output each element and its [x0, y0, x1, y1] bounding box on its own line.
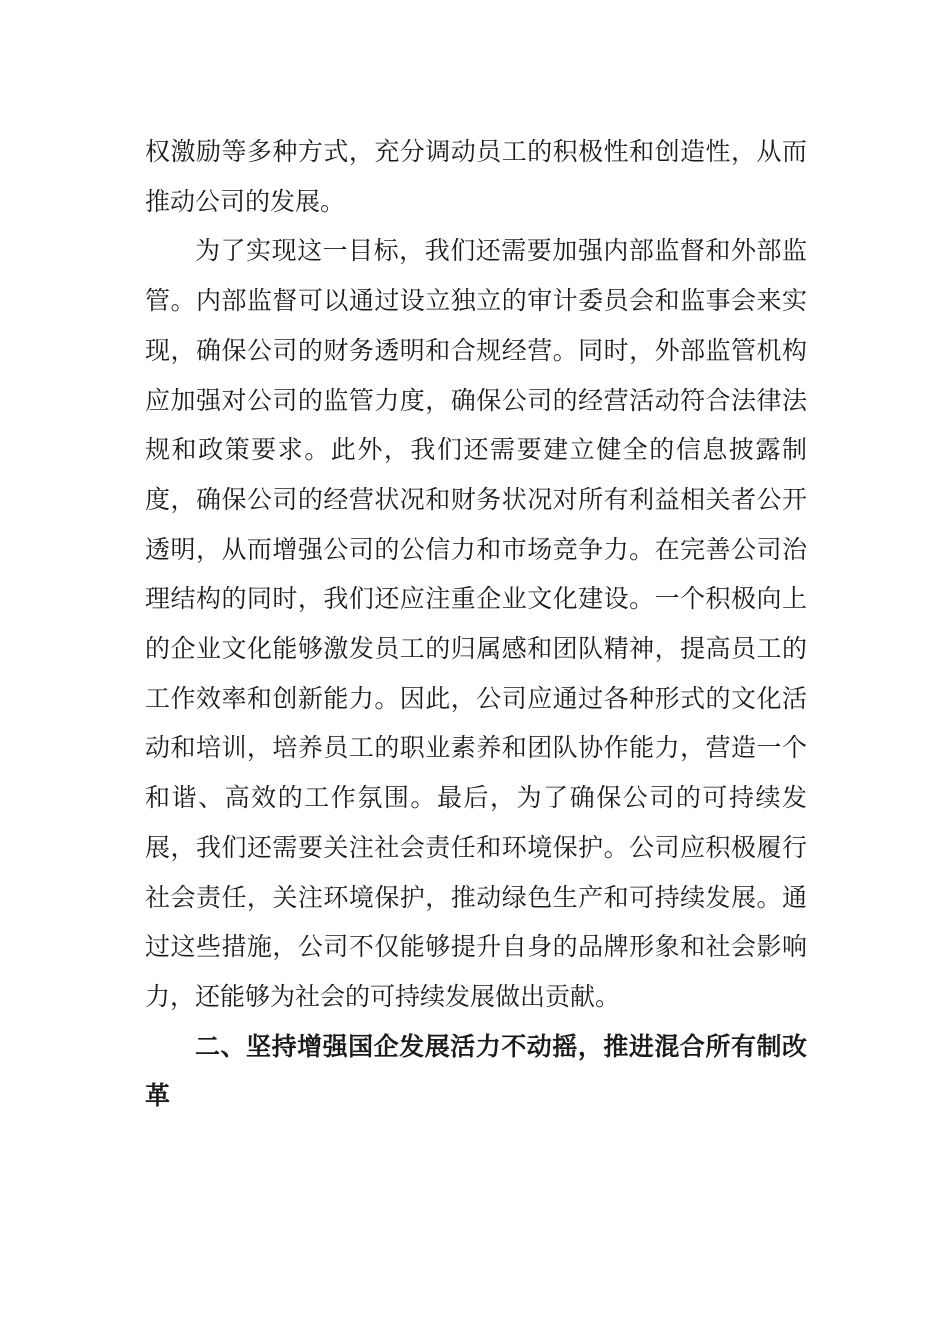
section-heading: 二、坚持增强国企发展活力不动摇，推进混合所有制改革 [145, 1031, 807, 1111]
paragraph-continuation: 权激励等多种方式，充分调动员工的积极性和创造性，从而推动公司的发展。 [145, 137, 807, 216]
document-page [145, 127, 807, 1121]
paragraph-governance: 为了实现这一目标，我们还需要加强内部监督和外部监管。内部监督可以通过设立独立的审计委员会和监事会来实现，确保公司的财务透明和合规经营。同时，外部监管机构应加强对公司的监管力度，确保公司的经营活动符合法律法规和政策要求。此外，我们还需要建立健全的信息披露制度，确保公司的经营状况和财务状况对所有利益相关者公开透明，从而增强公司的公信力和市场竞争力。在完善公司治理结构的同时，我们还应注重企业文化建设。一个积极向上的企业文化能够激发员工的归属感和团队精神，提高员工的工作效率和创新能力。因此，公司应通过各种形式的文化活动和培训，培养员工的职业素养和团队协作能力，营造一个和谐、高效的工作氛围。最后，为了确保公司的可持续发展，我们还需要关注社会责任和环境保护。公司应积极履行社会责任，关注环境保护，推动绿色生产和可持续发展。通过这些措施，公司不仅能够提升自身的品牌形象和社会影响力，还能够为社会的可持续发展做出贡献。 [145, 236, 807, 1011]
